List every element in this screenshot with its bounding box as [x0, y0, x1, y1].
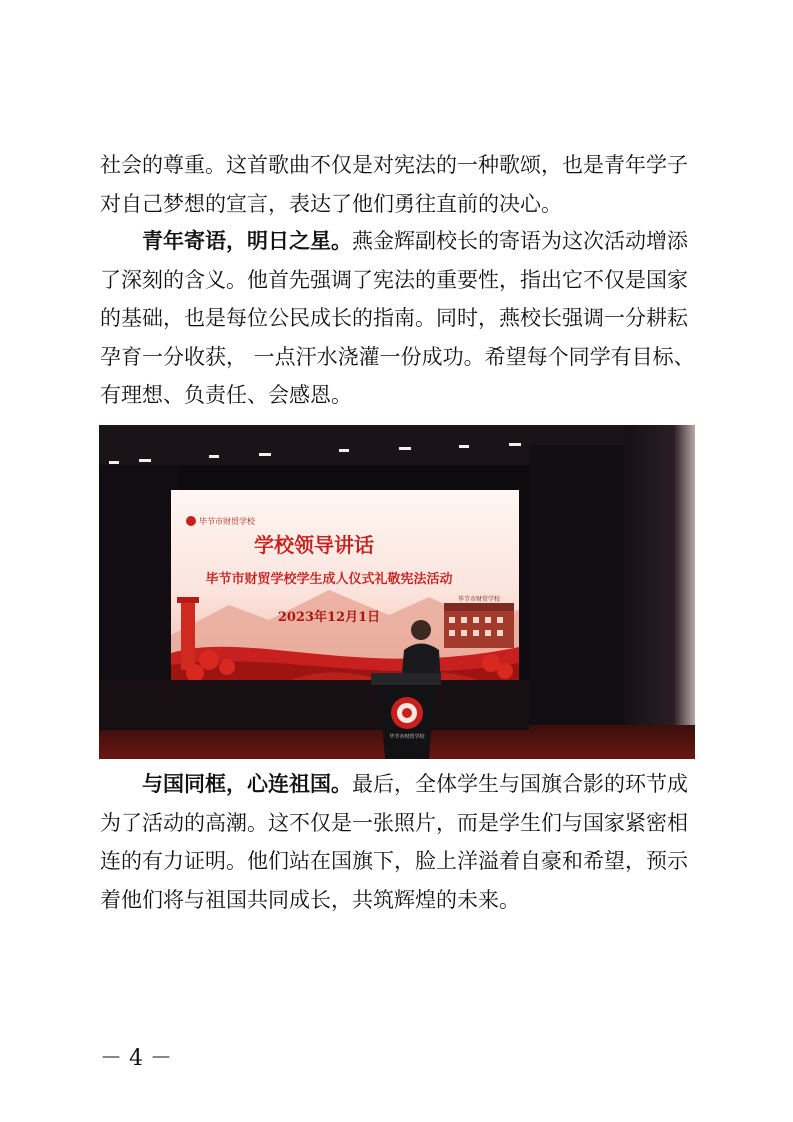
paragraph-youth-message: [100, 222, 696, 415]
stage-scene: [99, 425, 695, 759]
screen-subtitle: 毕节市财贸学校学生成人仪式礼敬宪法活动: [205, 572, 453, 587]
paragraph-lead-heading: 青年寄语，明日之星。: [142, 229, 352, 253]
page-number: － 4 －: [100, 1046, 172, 1071]
school-logo-icon: [186, 516, 196, 526]
led-screen: [171, 490, 519, 695]
speech-photo: [99, 425, 695, 759]
screen-date: 2023年12月1日: [277, 610, 381, 625]
paragraph-text: 燕金辉副校长的寄语为这次活动增添了深刻的含义。他首先强调了宪法的重要性，指出它不仅是国家的基础，也是每位公民成长的指南。同时，燕校长强调一分耕耘孕育一分收获， 一点汗水浇灌一份成功。希望每个同学有目标、 有理想、负责任、会感恩。: [100, 229, 695, 407]
screen-school-name: 毕节市财贸学校: [199, 517, 255, 526]
paragraph-text: 社会的尊重。这首歌曲不仅是对宪法的一种歌颂，也是青年学子对自己梦想的宣言，表达了他们勇往直前的决心。: [100, 153, 688, 216]
paragraph-lead-heading: 与国同框，心连祖国。: [142, 772, 352, 796]
podium-label: 毕节市财贸学校: [389, 734, 425, 740]
paragraph-text: 最后，全体学生与国旗合影的环节成为了活动的高潮。这不仅是一张照片，而是学生们与国家紧密相连的有力证明。他们站在国旗下，脸上洋溢着自豪和希望，预示着他们将与祖国共同成长，共筑辉煌的未来。: [100, 772, 688, 912]
paragraph-flag-photo: [100, 765, 696, 919]
paragraph-song-continuation: [100, 146, 696, 223]
building-sign: 毕节市财贸学校: [457, 596, 501, 603]
screen-title: 学校领导讲话: [254, 533, 374, 557]
